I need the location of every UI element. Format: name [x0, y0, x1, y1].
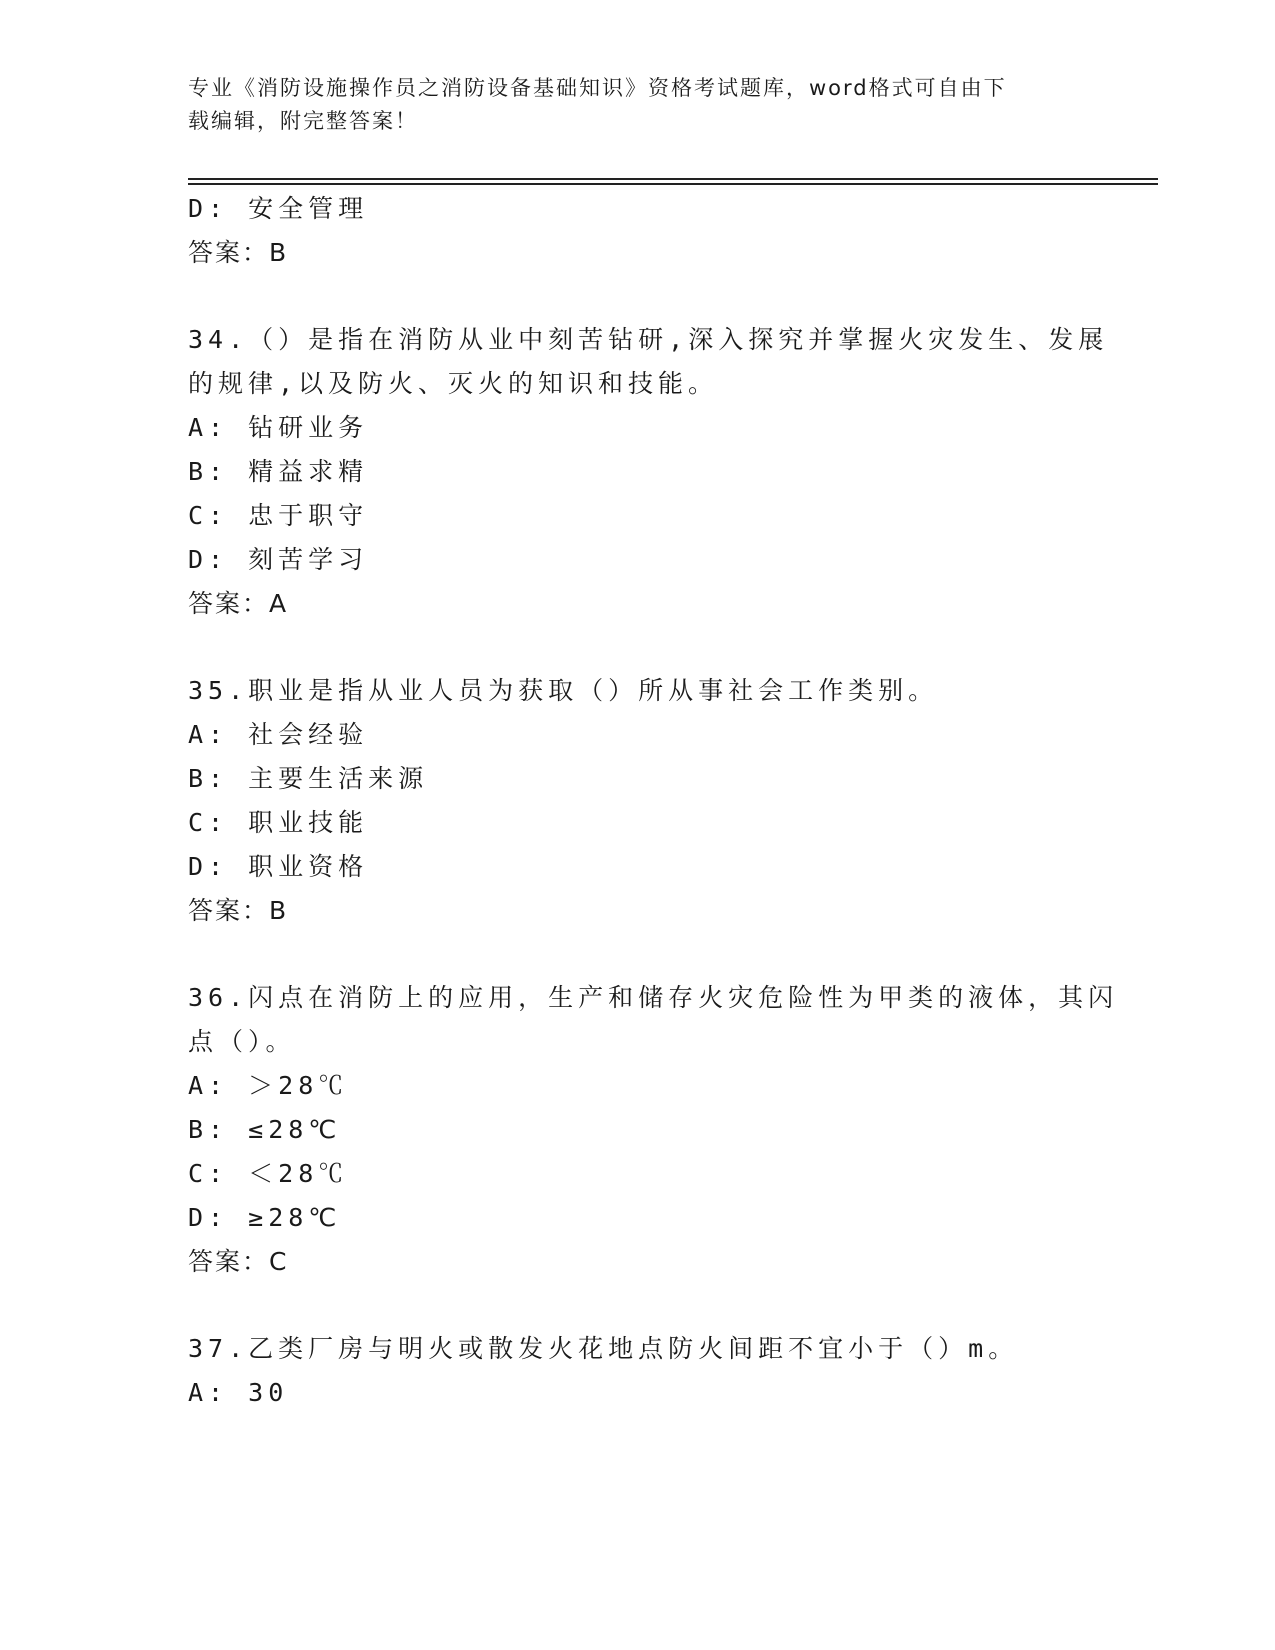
- q34-stem-line-2: 的规律,以及防火、灭火的知识和技能。: [188, 369, 719, 398]
- q34-answer: 答案：A: [188, 589, 289, 618]
- q34-option-b: B: 精益求精: [188, 457, 369, 486]
- q34-option-a: A: 钻研业务: [188, 413, 369, 442]
- q37-stem-line-1: 37.乙类厂房与明火或散发火花地点防火间距不宜小于（）m。: [188, 1334, 1019, 1363]
- q35-stem-line-1: 35.职业是指从业人员为获取（）所从事社会工作类别。: [188, 676, 939, 705]
- header-line-1: 专业《消防设施操作员之消防设备基础知识》资格考试题库，word格式可自由下: [188, 76, 1007, 100]
- q36-option-a: A: ＞28℃: [188, 1071, 349, 1100]
- q35-option-a: A: 社会经验: [188, 720, 369, 749]
- document-header: [188, 72, 1088, 138]
- q35-option-b: B: 主要生活来源: [188, 764, 429, 793]
- q34-option-d: D: 刻苦学习: [188, 545, 369, 574]
- q37-option-a: A: 30: [188, 1378, 289, 1407]
- q36-stem-line-1: 36.闪点在消防上的应用，生产和储存火灾危险性为甲类的液体，其闪: [188, 983, 1119, 1012]
- q36-option-d: D: ≥28℃: [188, 1203, 342, 1232]
- q36-answer: 答案：C: [188, 1247, 289, 1276]
- q35-option-c: C: 职业技能: [188, 808, 369, 837]
- prev-answer: 答案：B: [188, 238, 289, 267]
- q36-stem-line-2: 点（）。: [188, 1027, 296, 1056]
- q36-option-c: C: ＜28℃: [188, 1159, 349, 1188]
- q36-option-b: B: ≤28℃: [188, 1115, 342, 1144]
- q34-stem-line-1: 34.（）是指在消防从业中刻苦钻研,深入探究并掌握火灾发生、发展: [188, 325, 1109, 354]
- q34-option-c: C: 忠于职守: [188, 501, 369, 530]
- header-line-2: 载编辑，附完整答案！: [188, 109, 418, 133]
- header-divider-top: [188, 178, 1158, 180]
- prev-option-d: D: 安全管理: [188, 194, 369, 223]
- q35-answer: 答案：B: [188, 896, 289, 925]
- header-divider-bottom: [188, 183, 1158, 185]
- q35-option-d: D: 职业资格: [188, 852, 369, 881]
